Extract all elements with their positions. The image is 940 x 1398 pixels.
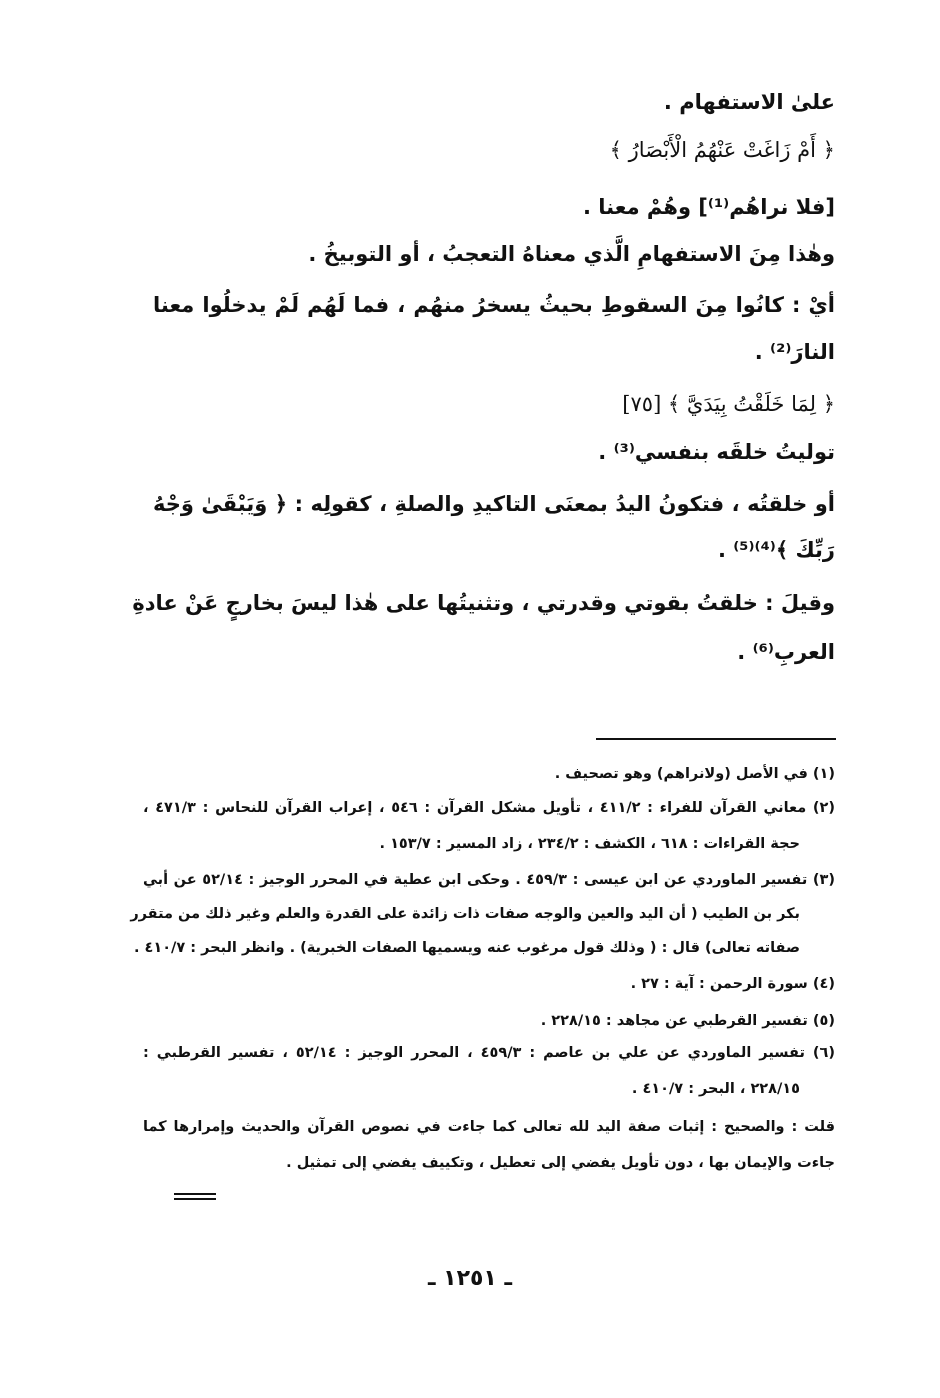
body-line-11: وقيلَ : خلقتُ بقوتي وقدرتي ، وتثنيتُها على هٰذا ليسَ بخارجٍ عَنْ عادةِ (132, 591, 835, 615)
editor-note-2: جاءت والإيمان بها ، دون تأويل يفضي إلى تعطيل ، وتكييف يفضي إلى تمثيل . (286, 1155, 835, 1171)
body-line-3: [فلا نراهُم⁽¹⁾] وهُمْ معنا . (583, 195, 835, 219)
footnote-3-cont-1: بكر بن الطيب ( أن اليد والعين والوجه صفات ذات زائدة على القدرة والعلم وغير ذلك من متقرر (130, 906, 800, 922)
body-line-4: وهٰذا مِنَ الاستفهامِ الَّذي معناهُ التعجبُ ، أو التوبيخُ . (308, 242, 835, 266)
quran-verse-1: ﴿ أَمْ زَاغَتْ عَنْهُمُ الْأَبْصَارُ ﴾ (609, 138, 835, 162)
body-line-6: النارَ⁽²⁾ . (754, 340, 835, 364)
footnote-4: (٤) سورة الرحمن : آية : ٢٧ . (630, 976, 835, 992)
footnote-3-cont-2: صفاته تعالى) قال : ( وذلك قول مرغوب عنه ويسميها الصفات الخبرية) . وانظر البحر : ٤١٠/٧ . (133, 940, 800, 956)
footnote-6-cont: ٢٢٨/١٥ ، البحر : ٤١٠/٧ . (631, 1081, 800, 1097)
end-mark-line-top (174, 1193, 216, 1195)
body-line-10: رَبِّكَ ﴾⁽⁴⁾⁽⁵⁾ . (717, 538, 835, 562)
footnote-3: (٣) تفسير الماوردي عن ابن عيسى : ٤٥٩/٣ . وحكى ابن عطية في المحرر الوجيز : ٥٢/١٤ عن أبي (143, 872, 835, 888)
body-line-9: أو خلقتُه ، فتكونُ اليدُ بمعنَى التاكيدِ والصلةِ ، كقولِه : ﴿ وَيَبْقَىٰ وَجْهُ (153, 492, 835, 516)
footnote-2: (٢) معاني القرآن للفراء : ٤١١/٢ ، تأويل مشكل القرآن : ٥٤٦ ، إعراب القرآن للنحاس : ٤٧١/٣ ، (143, 800, 836, 816)
end-mark-line-bottom (174, 1198, 216, 1200)
body-line-12: العربِ⁽⁶⁾ . (737, 640, 835, 664)
footnote-1: (١) في الأصل (ولانراهم) وهو تصحيف . (554, 766, 835, 782)
quran-verse-2: ﴿ لِمَا خَلَقْتُ بِيَدَيَّ ﴾ [٧٥] (622, 392, 835, 416)
page-number: ـ ١٢٥١ ـ (427, 1266, 513, 1291)
footnote-5: (٥) تفسير القرطبي عن مجاهد : ٢٢٨/١٥ . (540, 1013, 835, 1029)
footnote-6: (٦) تفسير الماوردي عن علي بن عاصم : ٤٥٩/٣ ، المحرر الوجيز : ٥٢/١٤ ، تفسير القرطبي : (143, 1045, 835, 1061)
body-line-5: أيْ : كانُوا مِنَ السقوطِ بحيثُ يسخرُ منهُم ، فما لَهُم لَمْ يدخلُوا معنا (153, 293, 835, 317)
editor-note-1: قلت : والصحيح : إثبات صفة اليد لله تعالى كما جاءت في نصوص القرآن والحديث وإمرارها كما (143, 1119, 835, 1135)
footnote-separator (596, 738, 836, 740)
footnote-2-cont: حجة القراءات : ٦١٨ ، الكشف : ٢٣٤/٢ ، زاد المسير : ١٥٣/٧ . (379, 836, 800, 852)
body-line-8: توليتُ خلقَه بنفسي⁽³⁾ . (598, 440, 835, 464)
body-line-1: علىٰ الاستفهام . (663, 90, 835, 114)
